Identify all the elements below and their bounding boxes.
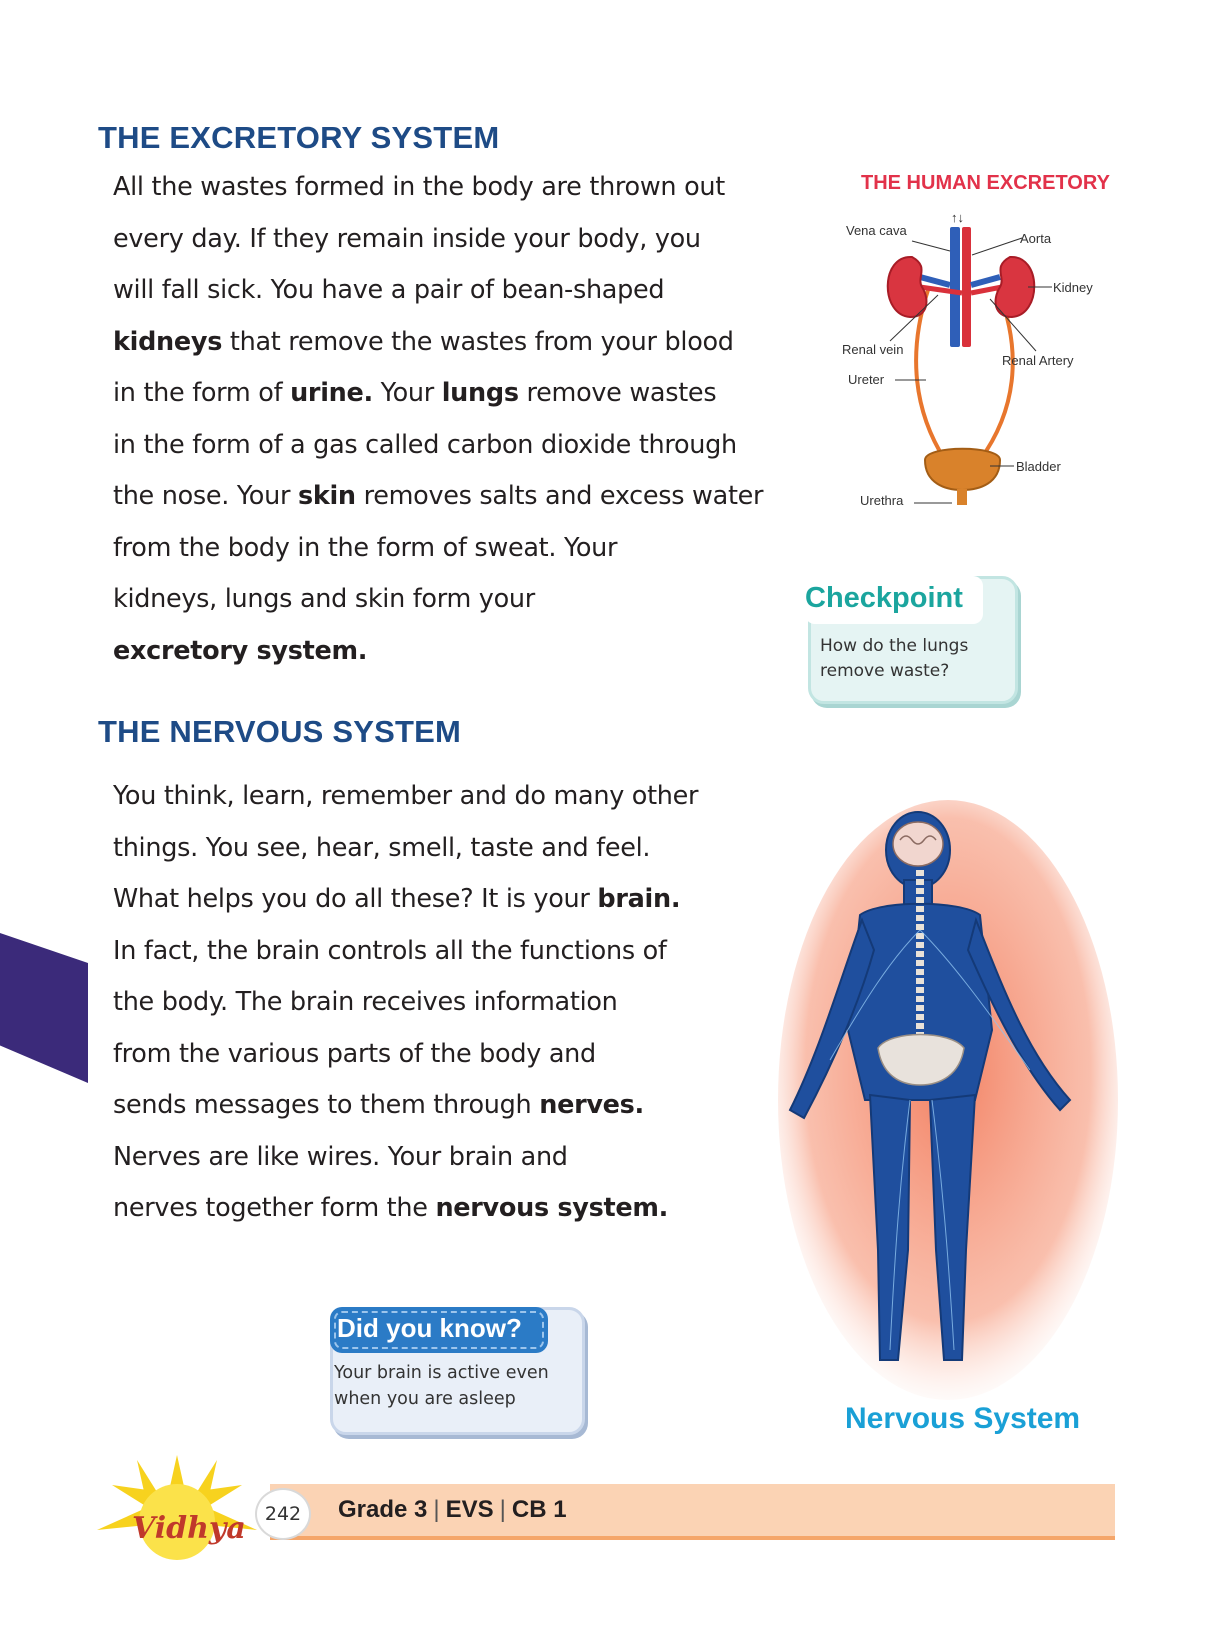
- paragraph-line: [113, 368, 763, 420]
- paragraph-line: [113, 574, 763, 626]
- text-run: You think, learn, remember and do many other: [113, 781, 699, 811]
- vidhya-logo: [92, 1450, 262, 1575]
- text-run: All the wastes formed in the body are thrown out: [113, 172, 725, 202]
- paragraph-line: [113, 162, 763, 214]
- nervous-paragraph: [113, 771, 698, 1235]
- text-run: nerves together form the: [113, 1193, 436, 1223]
- did-you-know-text: Your brain is active even when you are asleep: [334, 1363, 549, 1409]
- checkpoint-label: Checkpoint: [805, 582, 963, 614]
- logo-text: Vidhya: [132, 1511, 246, 1546]
- label-bladder: Bladder: [1016, 459, 1061, 474]
- paragraph-line: [113, 1183, 698, 1235]
- text-run: in the form of: [113, 378, 291, 408]
- bold-term: kidneys: [113, 326, 223, 357]
- bold-term: brain.: [597, 884, 681, 914]
- text-run: In fact, the brain controls all the functions of: [113, 935, 667, 966]
- paragraph-line: [113, 977, 698, 1029]
- svg-text:↑↓: ↑↓: [951, 210, 964, 225]
- text-run: Your: [372, 378, 442, 408]
- label-renal-vein: Renal vein: [842, 342, 904, 357]
- text-run: Nerves are like wires. Your brain and: [113, 1141, 568, 1172]
- paragraph-line: [113, 1132, 698, 1184]
- paragraph-line: [113, 823, 698, 875]
- paragraph-line: [113, 626, 763, 678]
- nervous-system-illustration: [770, 800, 1125, 1400]
- nervous-heading: THE NERVOUS SYSTEM: [98, 714, 462, 749]
- nervous-caption: Nervous System: [845, 1402, 1081, 1435]
- text-run: will fall sick. You have a pair of bean-shaped: [113, 275, 665, 305]
- excretory-diagram: [842, 205, 1120, 525]
- side-tab: [0, 933, 88, 1083]
- bold-term: urine.: [290, 378, 373, 408]
- page-number: 242: [255, 1488, 311, 1540]
- bold-term: lungs: [441, 378, 519, 408]
- label-urethra: Urethra: [860, 493, 904, 508]
- label-renal-artery: Renal Artery: [1002, 353, 1074, 368]
- checkpoint-question: How do the lungs remove waste?: [820, 636, 969, 681]
- paragraph-line: [113, 420, 763, 472]
- excretory-paragraph: [113, 162, 763, 677]
- text-run: remove wastes: [518, 378, 717, 408]
- label-kidney: Kidney: [1053, 280, 1093, 295]
- paragraph-line: [113, 771, 698, 823]
- paragraph-line: [113, 1080, 698, 1132]
- text-run: What helps you do all these? It is your: [113, 884, 598, 914]
- text-run: that remove the wastes from your blood: [222, 326, 734, 357]
- text-run: the body. The brain receives information: [113, 987, 618, 1017]
- text-run: sends messages to them through: [113, 1090, 540, 1120]
- paragraph-line: [113, 265, 763, 317]
- footer-separator: |: [499, 1496, 506, 1523]
- bold-term: excretory system.: [113, 635, 368, 666]
- bold-term: skin: [297, 481, 356, 511]
- footer-grade: Grade 3: [338, 1496, 428, 1523]
- footer-subject: EVS: [445, 1496, 494, 1523]
- text-run: kidneys, lungs and skin form your: [113, 584, 535, 614]
- diagram-title: THE HUMAN EXCRETORY: [861, 172, 1110, 194]
- paragraph-line: [113, 523, 763, 575]
- paragraph-line: [113, 926, 698, 978]
- did-you-know-label: Did you know?: [337, 1313, 522, 1343]
- footer-book: CB 1: [511, 1496, 567, 1523]
- paragraph-line: [113, 214, 763, 266]
- bold-term: nerves.: [539, 1090, 644, 1120]
- label-ureter: Ureter: [848, 372, 885, 387]
- text-run: from the various parts of the body and: [113, 1038, 596, 1069]
- text-run: removes salts and excess water: [355, 481, 764, 511]
- footer-separator: |: [433, 1496, 440, 1523]
- paragraph-line: [113, 1029, 698, 1081]
- text-run: in the form of a gas called carbon dioxide through: [113, 429, 737, 460]
- paragraph-line: [113, 471, 763, 523]
- excretory-heading: THE EXCRETORY SYSTEM: [98, 120, 500, 155]
- footer-text: [338, 1496, 567, 1524]
- bold-term: nervous system.: [435, 1193, 669, 1223]
- label-aorta: Aorta: [1020, 231, 1052, 246]
- paragraph-line: [113, 874, 698, 926]
- text-run: from the body in the form of sweat. Your: [113, 532, 618, 563]
- paragraph-line: [113, 317, 763, 369]
- text-run: things. You see, hear, smell, taste and feel.: [113, 832, 651, 863]
- label-vena-cava: Vena cava: [846, 223, 907, 238]
- text-run: every day. If they remain inside your body, you: [113, 223, 701, 254]
- text-run: the nose. Your: [113, 481, 298, 511]
